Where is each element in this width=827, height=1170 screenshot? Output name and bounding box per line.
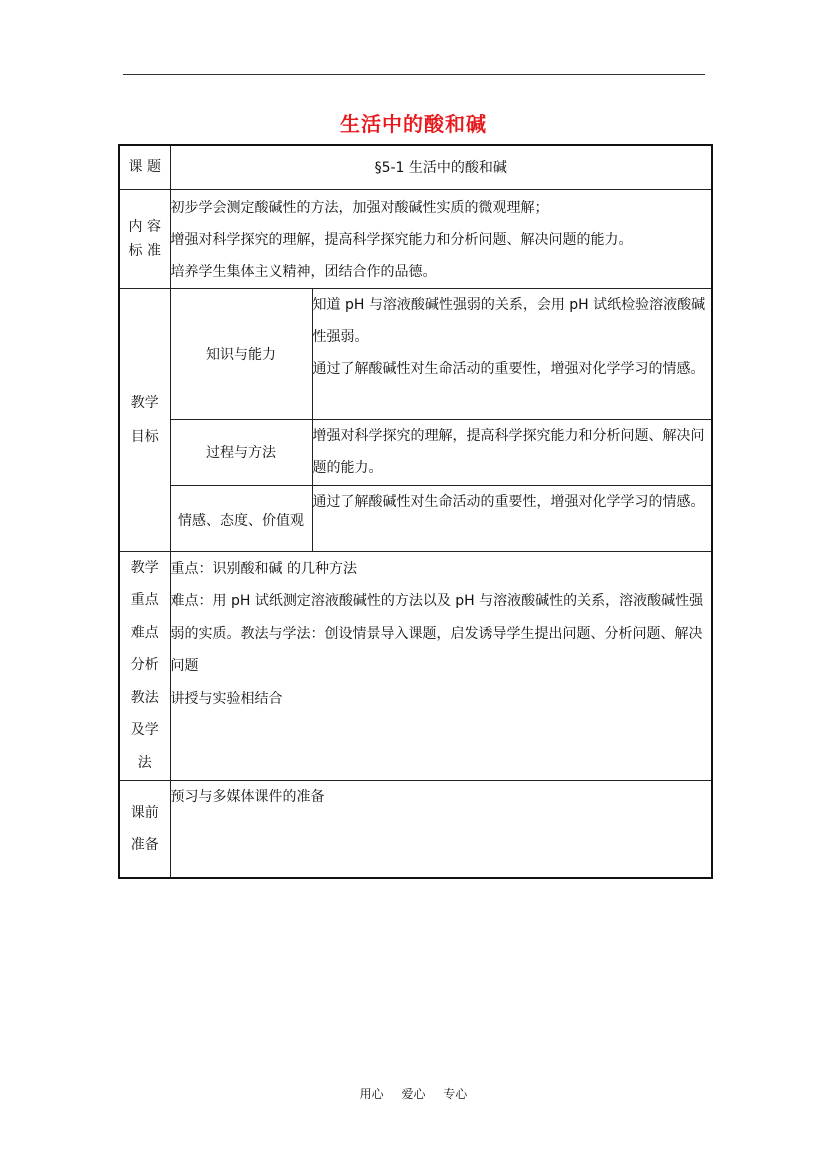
keypoints-label-line: 重点 bbox=[130, 592, 159, 609]
row-keypoints bbox=[119, 551, 712, 780]
goals-label-line-2: 目标 bbox=[130, 428, 159, 445]
row-topic bbox=[119, 145, 712, 189]
goal-line: 知道 pH 与溶液酸碱性强弱的关系，会用 pH 试纸检验溶液酸碱性强弱。 bbox=[312, 296, 706, 345]
keypoints-line: 重点：识别酸和碱 的几种方法 bbox=[170, 560, 357, 577]
prep-label-line-2: 准备 bbox=[130, 836, 159, 853]
standard-line: 增强对科学探究的理解，提高科学探究能力和分析问题、解决问题的能力。 bbox=[170, 231, 633, 248]
standard-label-line-1: 内 容 bbox=[128, 218, 161, 235]
goal-line: 通过了解酸碱性对生命活动的重要性，增强对化学学习的情感。 bbox=[312, 360, 705, 377]
keypoints-content bbox=[170, 551, 712, 780]
goal-content bbox=[312, 288, 712, 419]
standard-line: 初步学会测定酸碱性的方法，加强对酸碱性实质的微观理解； bbox=[170, 199, 549, 216]
row-standard bbox=[119, 189, 712, 288]
goal-dimension: 情感、态度、价值观 bbox=[170, 485, 312, 551]
row-prep bbox=[119, 780, 712, 878]
keypoints-label-line: 教学 bbox=[130, 559, 159, 576]
keypoints-label-line: 教法 bbox=[130, 689, 159, 706]
row-goal-knowledge bbox=[119, 288, 712, 419]
keypoints-label bbox=[119, 551, 170, 780]
row-goal-attitude bbox=[119, 485, 712, 551]
goals-label-line-1: 教学 bbox=[130, 394, 159, 411]
standard-content bbox=[170, 189, 712, 288]
page-footer: 用心 爱心 专心 bbox=[359, 1087, 468, 1101]
prep-label-line-1: 课前 bbox=[130, 804, 159, 821]
keypoints-label-line: 分析 bbox=[130, 657, 159, 674]
goal-dimension: 知识与能力 bbox=[170, 288, 312, 419]
row-goal-process bbox=[119, 419, 712, 485]
standard-label bbox=[119, 189, 170, 288]
page-title: 生活中的酸和碱 bbox=[340, 112, 487, 136]
header-rule bbox=[123, 74, 705, 75]
lesson-plan-table bbox=[118, 144, 713, 879]
keypoints-label-line: 法 bbox=[137, 754, 152, 771]
standard-label-line-2: 标 准 bbox=[128, 242, 161, 259]
prep-label bbox=[119, 780, 170, 878]
keypoints-line: 难点：用 pH 试纸测定溶液酸碱性的方法以及 pH 与溶液酸碱性的关系，溶液酸碱性强弱的实质。教法与学法：创设情景导入课题，启发诱导学生提出问题、分析问题、解决问题 bbox=[170, 593, 704, 674]
goal-content bbox=[312, 419, 712, 485]
goal-line: 通过了解酸碱性对生命活动的重要性，增强对化学学习的情感。 bbox=[312, 493, 705, 510]
keypoints-label-line: 及学 bbox=[130, 722, 159, 739]
goal-dimension: 过程与方法 bbox=[170, 419, 312, 485]
topic-value: §5-1 生活中的酸和碱 bbox=[170, 145, 712, 189]
goal-content bbox=[312, 485, 712, 551]
keypoints-label-line: 难点 bbox=[130, 624, 159, 641]
goals-label bbox=[119, 288, 170, 551]
topic-label: 课 题 bbox=[119, 145, 170, 189]
standard-line: 培养学生集体主义精神，团结合作的品德。 bbox=[170, 263, 437, 280]
goal-line: 增强对科学探究的理解，提高科学探究能力和分析问题、解决问题的能力。 bbox=[312, 427, 705, 476]
keypoints-line: 讲授与实验相结合 bbox=[170, 690, 283, 707]
prep-content: 预习与多媒体课件的准备 bbox=[170, 780, 712, 878]
